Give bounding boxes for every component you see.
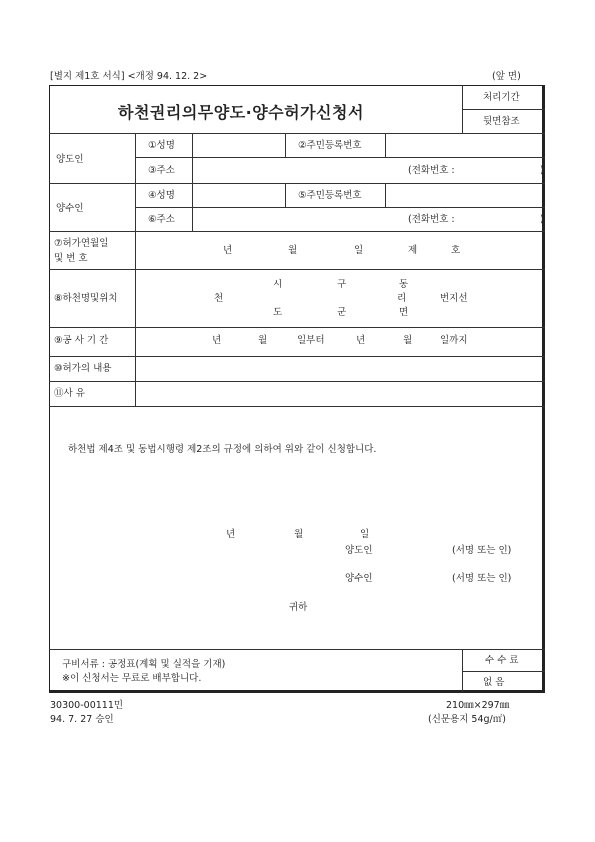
transferee-rrn-label: ⑤주민등록번호 xyxy=(298,190,362,201)
reason-label: ⑪사 유 xyxy=(54,388,85,399)
location-si: 시 xyxy=(273,279,283,290)
permit-content-label: ⑩허가의 내용 xyxy=(54,363,112,374)
permit-month: 월 xyxy=(288,245,298,256)
transferee-phone-close: ) xyxy=(540,214,544,225)
divider xyxy=(462,671,545,672)
divider xyxy=(462,109,545,110)
location-do: 도 xyxy=(273,307,283,318)
sign-transferor-label: 양도인 xyxy=(345,545,373,556)
sign-day: 일 xyxy=(360,529,370,540)
fee-label: 수 수 료 xyxy=(485,655,519,666)
divider xyxy=(285,183,286,207)
river-location-label: ⑧하천명및위치 xyxy=(54,293,118,304)
form-title: 하천권리의무양도·양수허가신청서 xyxy=(118,103,364,122)
location-ri: 리 xyxy=(397,293,407,304)
sign-transferor-mark: (서명 또는 인) xyxy=(452,545,512,556)
divider xyxy=(49,133,545,134)
permit-date-label-line1: ⑦허가연월일 xyxy=(54,238,109,249)
location-myeon: 면 xyxy=(399,307,409,318)
permit-day: 일 xyxy=(354,245,364,256)
paper-type: (신문용지 54g/㎡) xyxy=(428,714,506,725)
required-documents: 구비서류 : 공정표(계획 및 실적을 기재) xyxy=(62,659,226,670)
sign-month: 월 xyxy=(294,529,304,540)
permit-year: 년 xyxy=(223,245,233,256)
transferor-phone-close: ) xyxy=(540,165,544,176)
period-start-month: 월 xyxy=(258,335,268,346)
period-from: 일부터 xyxy=(297,335,325,346)
divider xyxy=(49,231,545,232)
location-gu: 구 xyxy=(337,279,347,290)
form-reference: [별지 제1호 서식] <개정 94. 12. 2> xyxy=(50,71,208,82)
divider xyxy=(135,207,545,208)
divider xyxy=(49,183,545,184)
construction-period-label: ⑨공 사 기 간 xyxy=(54,335,109,346)
divider xyxy=(49,327,545,328)
transferor-name-label: ①성명 xyxy=(148,140,175,151)
period-end-year: 년 xyxy=(356,335,366,346)
permit-no-suffix: 호 xyxy=(451,245,461,256)
divider xyxy=(135,157,545,158)
divider xyxy=(385,183,386,207)
addressee: 귀하 xyxy=(289,602,308,613)
transferor-phone-label: (전화번호 : xyxy=(408,165,455,176)
approval-date: 94. 7. 27 승인 xyxy=(50,714,114,725)
transferee-phone-label: (전화번호 : xyxy=(408,214,455,225)
permit-no-prefix: 제 xyxy=(408,245,418,256)
period-to: 일까지 xyxy=(440,335,468,346)
transferor-rrn-label: ②주민등록번호 xyxy=(298,140,362,151)
divider xyxy=(49,406,545,407)
sign-transferee-mark: (서명 또는 인) xyxy=(452,573,512,584)
period-end-month: 월 xyxy=(403,335,413,346)
application-statement: 하천법 제4조 및 동법시행령 제2조의 규정에 의하여 위와 같이 신청합니다. xyxy=(68,444,377,455)
paper-size: 210㎜×297㎜ xyxy=(446,700,510,711)
transferee-address-label: ⑥주소 xyxy=(148,214,175,225)
divider xyxy=(385,133,386,157)
transferor-label: 양도인 xyxy=(56,154,84,165)
location-cheon: 천 xyxy=(214,293,224,304)
sign-transferee-label: 양수인 xyxy=(345,573,373,584)
divider xyxy=(49,269,545,270)
processing-period-label: 처리기간 xyxy=(483,92,520,103)
transferee-label: 양수인 xyxy=(56,203,84,214)
form-code: 30300-00111민 xyxy=(50,700,124,711)
divider xyxy=(135,133,136,406)
divider xyxy=(285,133,286,157)
processing-period-value: 뒷면참조 xyxy=(483,116,520,127)
divider xyxy=(49,356,545,357)
period-start-year: 년 xyxy=(212,335,222,346)
fee-value: 없 음 xyxy=(483,677,505,688)
transferor-address-label: ③주소 xyxy=(148,165,175,176)
divider xyxy=(49,649,545,650)
divider xyxy=(192,133,193,231)
free-distribution-note: ※이 신청서는 무료로 배부합니다. xyxy=(62,673,202,684)
sign-year: 년 xyxy=(226,529,236,540)
location-bunji: 번지선 xyxy=(440,293,468,304)
location-gun: 군 xyxy=(337,307,347,318)
location-dong: 동 xyxy=(399,279,409,290)
page-side-label: (앞 면) xyxy=(492,71,521,82)
transferee-name-label: ④성명 xyxy=(148,190,175,201)
permit-date-label-line2: 및 번 호 xyxy=(54,253,88,264)
divider xyxy=(49,381,545,382)
